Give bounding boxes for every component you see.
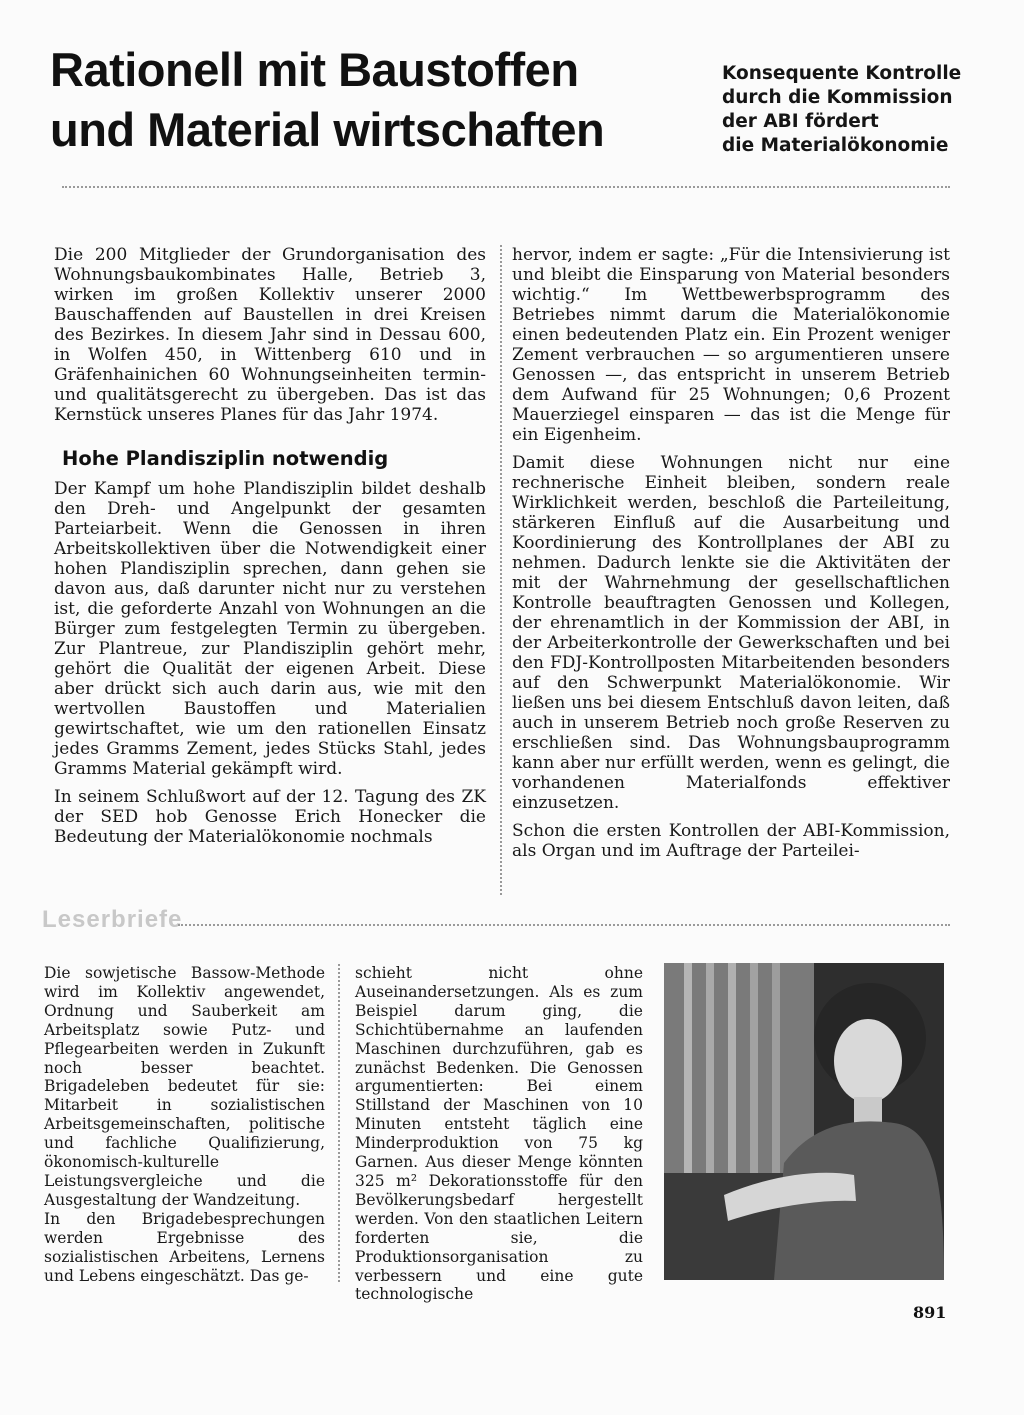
- article-paragraph: Der Kampf um hohe Plandisziplin bildet deshalb den Dreh- und Angelpunkt der gesamten Parteiarbeit. Wenn die Genossen in ihren Arbeitskollektiven über die Notwendigkeit einer hohen Plandisziplin sprechen, dann gehen sie davon aus, daß darunter nicht nur zu verstehen ist, die geforderte Anzahl von Wohnungen an die Bürger zum festgelegten Termin zu übergeben. Zur Plantreue, zur Plandisziplin gehört mehr, gehört die Qualität der eigenen Arbeit. Diese aber drückt sich auch darin aus, wie mit den wertvollen Baustoffen und Materialien gewirtschaftet, wie um den rationellen Einsatz jedes Gramms Zement, jedes Stücks Stahl, jedes Gramms Material gekämpft wird.: [54, 479, 486, 779]
- article-paragraph: Damit diese Wohnungen nicht nur eine rechnerische Einheit bleiben, sondern reale Wirklichkeit werden, beschloß die Parteileitung, stärkeren Einfluß auf die Ausarbeitung und Koordinierung des Kontrollplanes der ABI zu nehmen. Dadurch lenkte sie die Aktivitäten der mit der Wahrnehmung der gesellschaftlichen Kontrolle beauftragten Genossen und Kollegen, der ehrenamtlich in der Kommission der ABI, in der Arbeiterkontrolle der Gewerkschaften und bei den FDJ-Kontrollposten Mitarbeitenden besonders auf den Schwerpunkt Materialökonomie. Wir ließen uns bei diesem Entschluß davon leiten, daß auch in unserem Betrieb noch große Reserven zu erschließen sind. Das Wohnungsbauprogramm kann aber nur erfüllt werden, wenn es gelingt, die vorhandenen Materialfonds effektiver einzusetzen.: [512, 453, 950, 813]
- column-divider: [500, 245, 502, 895]
- section-rule: [178, 924, 950, 926]
- letter-paragraph: schieht nicht ohne Auseinandersetzungen. Als es zum Beispiel darum ging, die Schichtübernahme an laufenden Maschinen durchzuführen, gab es zunächst Bedenken. Die Genossen argumentierten: Bei einem Stillstand der Maschinen von 10 Minuten entsteht täglich eine Minderproduktion von 75 kg Garnen. Aus dieser Menge könnten 325 m² Dekorationsstoffe für den Bevölkerungsbedarf hergestellt werden. Von den staatlichen Leitern forderten sie, die Produktionsorganisation zu verbessern und eine gute technologische: [355, 964, 643, 1304]
- portrait-photo-drawing: [664, 963, 944, 1280]
- article-paragraph: In seinem Schlußwort auf der 12. Tagung des ZK der SED hob Genosse Erich Honecker die Bedeutung der Materialökonomie nochmals: [54, 787, 486, 847]
- article-column-left: [54, 245, 486, 855]
- letters-column-1: [44, 964, 325, 1285]
- kicker-line-4: die Materialökonomie: [722, 135, 949, 156]
- headline-line-2: und Material wirtschaften: [50, 103, 605, 156]
- letter-paragraph: In den Brigadebesprechungen werden Ergebnisse des sozialistischen Arbeitens, Lernens und Lebens eingeschätzt. Das ge-: [44, 1209, 325, 1285]
- kicker-line-1: Konsequente Kontrolle: [722, 63, 962, 84]
- section-label-leserbriefe: Leserbriefe: [42, 906, 183, 933]
- letters-column-divider: [338, 964, 340, 1282]
- kicker: [722, 62, 982, 158]
- page-number: 891: [913, 1303, 947, 1322]
- kicker-line-2: durch die Kommission: [722, 87, 953, 108]
- letter-paragraph: Die sowjetische Bassow-Methode wird im Kollektiv angewendet, Ordnung und Sauberkeit am Arbeitsplatz sowie Putz- und Pflegearbeiten werden in Zukunft noch besser beachtet. Brigadeleben bedeutet für sie: Mitarbeit in sozialistischen Arbeitsgemeinschaften, politische und fachliche Qualifizierung, ökonomisch-kulturelle Leistungsvergleiche und die Ausgestaltung der Wandzeitung.: [44, 964, 325, 1209]
- article-paragraph: hervor, indem er sagte: „Für die Intensivierung ist und bleibt die Einsparung von Material besonders wichtig.“ Im Wettbewerbsprogramm des Betriebes nimmt darum die Materialökonomie einen bedeutenden Platz ein. Ein Prozent weniger Zement verbrauchen — so argumentieren unsere Genossen —, das entspricht in unserem Betrieb dem Aufwand für 25 Wohnungen; 0,6 Prozent Mauerziegel einsparen — das ist die Menge für ein Eigenheim.: [512, 245, 950, 445]
- article-paragraph: Schon die ersten Kontrollen der ABI-Kommission, als Organ und im Auftrage der Parteilei-: [512, 821, 950, 861]
- letters-column-2: [355, 964, 643, 1304]
- article-column-right: [512, 245, 950, 869]
- article-intro: Die 200 Mitglieder der Grundorganisation des Wohnungsbaukombinates Halle, Betrieb 3, wirken im großen Kollektiv unserer 2000 Bauschaffenden auf Baustellen in drei Kreisen des Bezirkes. In diesem Jahr sind in Dessau 600, in Wolfen 450, in Wittenberg 610 und in Gräfenhainichen 60 Wohnungseinheiten termin- und qualitätsgerecht zu übergeben. Das ist das Kernstück unseres Planes für das Jahr 1974.: [54, 245, 486, 425]
- headline-line-1: Rationell mit Baustoffen: [50, 43, 579, 96]
- headline: [50, 40, 690, 160]
- article-subhead: Hohe Plandisziplin notwendig: [62, 447, 389, 470]
- portrait-photo: [664, 963, 944, 1280]
- kicker-line-3: der ABI fördert: [722, 111, 879, 132]
- header-rule: [62, 186, 950, 188]
